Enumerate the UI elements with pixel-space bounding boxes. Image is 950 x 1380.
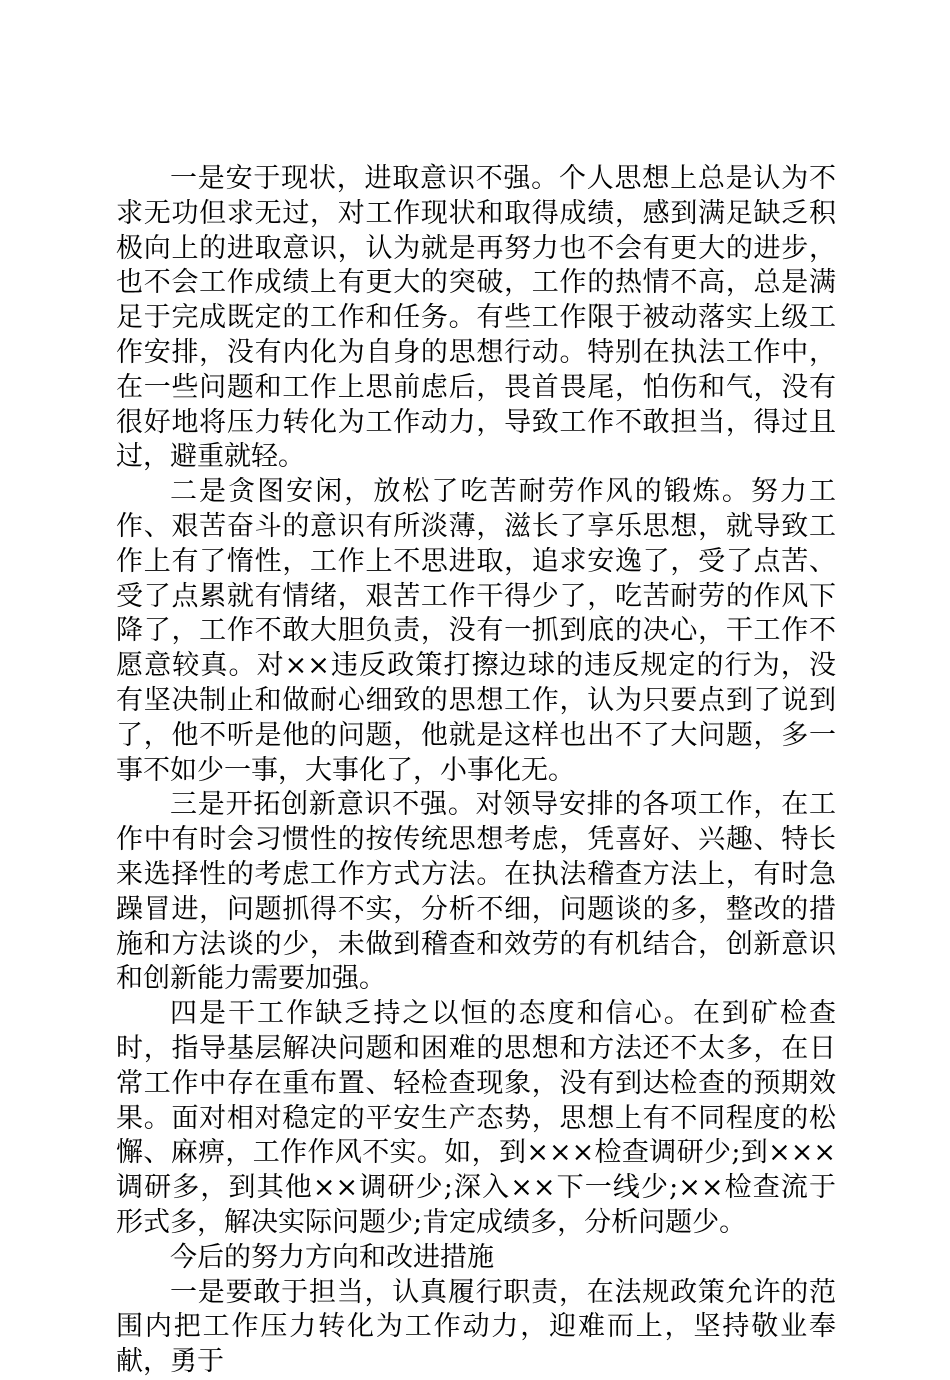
paragraph-comfort-seeking: 二是贪图安闲，放松了吃苦耐劳作风的锻炼。努力工作、艰苦奋斗的意识有所淡薄，滋长了享乐思想，就导致工作上有了惰性，工作上不思进取，追求安逸了，受了点苦、受了点累就有情绪，艰苦工作干得少了，吃苦耐劳的作风下降了，工作不敢大胆负责，没有一抓到底的决心，干工作不愿意较真。对××违反政策打擦边球的违反规定的行为，没有坚决制止和做耐心细致的思想工作，认为只要点到了说到了，他不听是他的问题，他就是这样也出不了大问题，多一事不如少一事，大事化了，小事化无。 [116, 476, 836, 786]
section-heading-improvement: 今后的努力方向和改进措施 [170, 1241, 494, 1273]
paragraph-perseverance: 四是干工作缺乏持之以恒的态度和信心。在到矿检查时，指导基层解决问题和困难的思想和方法还不太多，在日常工作中存在重布置、轻检查现象，没有到达检查的预期效果。面对相对稳定的平安生产态势，思想上有不同程度的松懈、麻痹，工作作风不实。如，到×××检查调研少;到×××调研多，到其他××调研少;深入××下一线少;××检查流于形式多，解决实际问题少;肯定成绩多，分析问题少。 [116, 998, 836, 1238]
paragraph-complacency: 一是安于现状，进取意识不强。个人思想上总是认为不求无功但求无过，对工作现状和取得成绩，感到满足缺乏积极向上的进取意识，认为就是再努力也不会有更大的进步，也不会工作成绩上有更大的突破，工作的热情不高，总是满足于完成既定的工作和任务。有些工作限于被动落实上级工作安排，没有内化为自身的思想行动。特别在执法工作中，在一些问题和工作上思前虑后，畏首畏尾，怕伤和气，没有很好地将压力转化为工作动力，导致工作不敢担当，得过且过，避重就轻。 [116, 163, 836, 473]
paragraph-innovation: 三是开拓创新意识不强。对领导安排的各项工作，在工作中有时会习惯性的按传统思想考虑，凭喜好、兴趣、特长来选择性的考虑工作方式方法。在执法稽查方法上，有时急躁冒进，问题抓得不实，分析不细，问题谈的多，整改的措施和方法谈的少，未做到稽查和效劳的有机结合，创新意识和创新能力需要加强。 [116, 789, 836, 995]
document-body [116, 162, 836, 1380]
paragraph-responsibility: 一是要敢于担当，认真履行职责，在法规政策允许的范围内把工作压力转化为工作动力，迎难而上，坚持敬业奉献，勇于 [116, 1276, 836, 1378]
